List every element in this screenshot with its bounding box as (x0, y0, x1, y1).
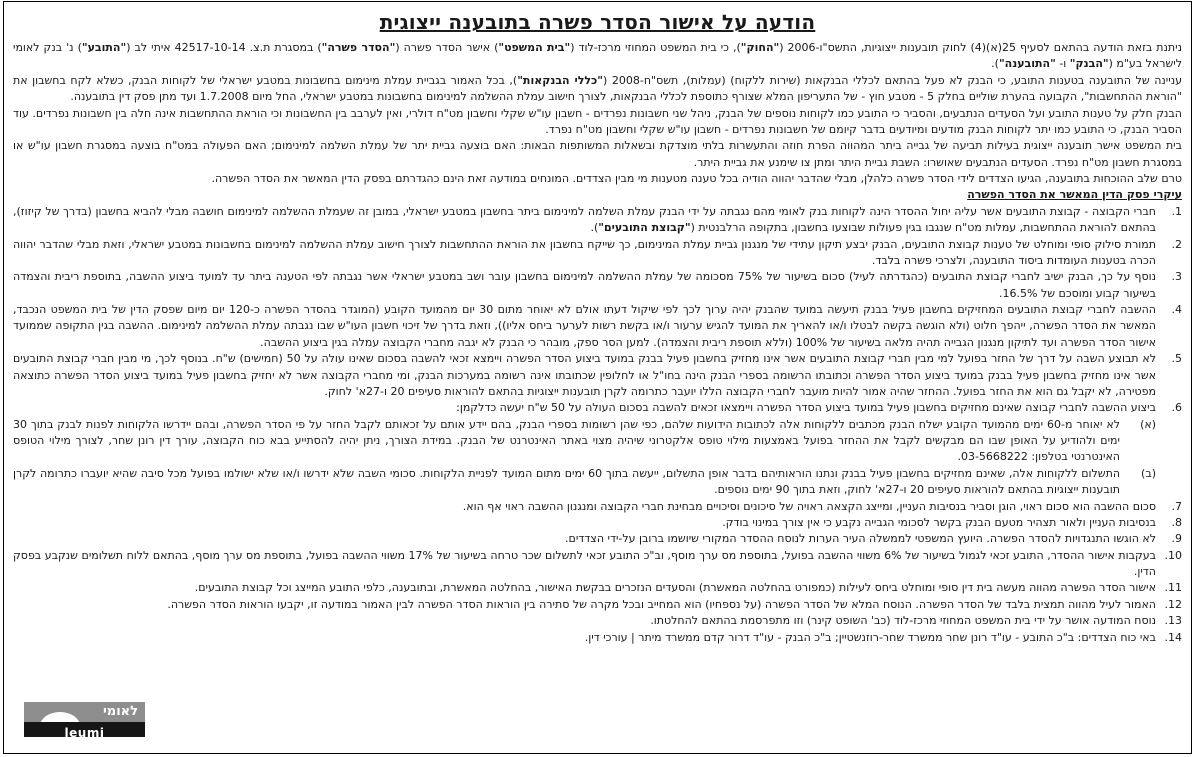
item-text: האמור לעיל מהווה תמצית בלבד של הסדר הפשרה. הנוסח המלא של הסדר הפשרה (על נספחיו) הוא המחייב ובכל מקרה של סתירה בין הוראות הסדר הפשרה לבין האמור במודעה זו, יקבעו הוראות הסדר הפשרה. (167, 597, 1156, 611)
item-number: 3. (1171, 270, 1182, 284)
list-item-11 (13, 580, 1182, 596)
logo-latin-wordmark: leumi (64, 726, 105, 740)
list-item-9 (13, 531, 1182, 547)
item-number: 8. (1171, 515, 1182, 529)
list-item-13 (13, 613, 1182, 629)
intro-paragraph-3: הבנק חלק על טענות התובע ועל הסעדים הנתבעים, והסביר כי התובע כמו לקוחות נוספים של הבנק, ניהל שני חשבונות נפרדים - חשבון עו"ש שקלי וחשבון מט"ח דולרי, ואין לערבב בין החשבונות וכי הוראת ההתחשבות אינה חלה בין חשבונות נפרדים. עוד הסביר הבנק, כי התובע כמו יתר לקוחות הבנק מודעים ומיודעים בדבר קיומם של חשבונות נפרדים - חשבון עו"ש שקלי וחשבון מט"ח נפרד. (13, 106, 1182, 136)
item-number: 6. (1171, 401, 1182, 415)
page-title: הודעה על אישור הסדר פשרה בתובענה ייצוגית (379, 10, 816, 34)
intro-paragraph-1: ניתנת בזאת הודעה בהתאם לסעיף 25(א)(4) לחוק תובענות ייצוגיות, התשס"ו-2006 ("החוק"), כי בית המשפט המחוזי מרכז-לוד ("בית המשפט") אישר הסדר פשרה ("הסדר פשרה") במסגרת ת.צ. 42517-10-14 איתי לב ("התובע") נ' בנק לאומי לישראל בע"מ ("הבנק" ו- "התובענה"). (13, 41, 1182, 71)
item-content (13, 400, 1156, 498)
subitem-text: התשלום ללקוחות אלה, שאינם מחזיקים בחשבון פעיל בבנק ונתנו הוראותיהם בדבר אופן התשלום, ייעשה בתוך 60 ימים מתום המועד לפניית הלקוחות. סכומי השבה שלא ידרשו ו/או שלא ישולמו בפועל מכל סיבה שהיא יועברו כתרומה לקרן תובענות ייצוגיות בהתאם להוראות סעיפים 20 ו-27א' לחוק, וזאת בתוך 90 ימים נוספים. (13, 466, 1120, 497)
item-number: 14. (1164, 630, 1182, 644)
item-number: 2. (1171, 237, 1182, 251)
item-text: בנסיבות העניין ולאור תצהיר מטעם הבנק בקשר לסכומי הגבייה נקבע כי אין צורך במינוי בודק. (722, 515, 1156, 529)
item-text: לא תבוצע השבה על דרך של החזר בפועל למי מבין חברי קבוצת התובעים אשר אינו מחזיק בחשבון פעיל בבנק במועד ביצוע הסדר הפשרה ויימצא זכאי להשבה בסכום שאינו עולה על 50 (חמישים) ש"ח. בנוסף לכך, מי מבין חברי קבוצת התובעים אשר אינו מחזיק בחשבון פעיל בבנק במועד ביצוע הסדר הפשרה וכתובתו הרשומה בספרי הבנק הינה בחו"ל או לחלופין שכתובתו אינה רשומה במערכות הבנק, ומי מחברי הקבוצה אשר לא יחזיק בחשבון פעיל במועד ביצוע הסדר הפשרה כתוצאה מפטירה, לא יקבל גם הוא את החזר בפועל. ההחזר שהיה אמור להיות מועבר לחברי הקבוצה הללו יועבר כתרומה לקרן תובענות ייצוגיות בהתאם להוראות סעיפים 20 ו-27א' לחוק. (13, 352, 1156, 398)
item-text: נוסח המודעה אושר על ידי בית המשפט המחוזי מרכז-לוד (כב' השופט קינר) וזו מתפרסמת בהתאם להחלטתו. (650, 614, 1156, 628)
item-text: נוסף על כך, הבנק ישיב לחברי קבוצת התובעים (כהגדרתה לעיל) סכום בשיעור של 75% מסכומה של עמלת ההשלמה למינימום בחשבון עובר ושב במטבע ישראלי אשר נגבתה לפי הטענה ביתר עד למועד ביצוע ההשבה, בתוספת ריבית והצמדה בשיעור קבוע ומוסכם של 16.5%. (13, 270, 1156, 300)
list-item-14 (13, 630, 1182, 646)
item-text: באי כוח הצדדים: ב"כ התובע - עו"ד רונן שחר ממשרד שחר-רוזנשטיין; ב"כ הבנק - עו"ד דרור קדם ממשרד מיתר | עורכי דין. (584, 630, 1156, 644)
subitem-marker: (ב) (1141, 466, 1156, 480)
item-text: ביצוע ההשבה לחברי קבוצה שאינם מחזיקים בחשבון פעיל במועד ביצוע הסדר הפשרה ויימצאו זכאים להשבה בסכום העולה על 50 ש"ח יעשה כדלקמן: (456, 401, 1156, 415)
item-number: 10. (1164, 548, 1182, 562)
logo-hill-shape (40, 712, 80, 722)
item-text: ההשבה לחברי קבוצת התובעים המחזיקים בחשבון פעיל בבנק תיעשה במועד שהבנק יהיה ערוך לכך לפי שיקול דעתו אולם לא יאוחר מתום 30 יום מהמועד הקובע (המוגדר בהסדר הפשרה כ-120 יום מיום שפסק הדין של בית המשפט הנכבד, המאשר את הסדר הפשרה, ייהפך חלוט (ולא הוגשה בקשה לבטלו ו/או להאריך את המועד להגיש ערעור ו/או בקשת רשות לערער ביחס אליו)), וזאת בדרך של זיכוי חשבון העו"ש שבו נגבתה עמלת ההשלמה למינימום. ההשבה בגין התקופה שממועד אישור הסדר הפשרה ועד לתיקון מנגנון הגבייה תהיה מלאה בשיעור של 100% (וללא תוספת ריבית והצמדה). למען הסר ספק, מובהר כי הבנק לא יגבה מחברי הקבוצה עמלה בגין ביצוע ההשבה. (13, 303, 1156, 349)
subitem-marker: (א) (1140, 417, 1156, 431)
item-number: 5. (1171, 352, 1182, 366)
list-subitem-a (13, 417, 1156, 466)
item-number: 9. (1171, 532, 1182, 546)
item-number: 12. (1164, 597, 1182, 611)
logo-hebrew-wordmark: לאומי (102, 704, 138, 719)
item-text: תמורת סילוק סופי ומוחלט של טענות קבוצת התובעים, הבנק יבצע תיקון עתידי של מנגנון גביית עמלת המינימום, כך שייקח בחשבון את הוראת ההתחשבות לצורך חישוב עמלת ההשלמה למינימום בחשבונות במטבע ישראלי, וזאת מבלי שהדבר יהווה הכרה בטענות העומדות ביסוד התובענה, ולצרכי פשרה בלבד. (13, 237, 1156, 267)
item-text: סכום ההשבה הוא סכום ראוי, הוגן וסביר בנסיבות העניין, ומייצג הקצאה ראויה של סיכונים וסיכויים מבחינת חברי הקבוצה ומנגנון ההשבה ראוי אף הוא. (462, 499, 1156, 513)
item-text: בעקבות אישור ההסדר, התובע זכאי לגמול בשיעור של 6% משווי ההשבה בפועל, בתוספת מס ערך מוסף, וב"כ התובע זכאי לתשלום שכר טרחה בשיעור של 17% משווי ההשבה בפועל, בתוספת מס ערך מוסף, בהתאם ללוח תשלומים שנקבע בפסק הדין. (13, 548, 1156, 578)
item-text: לא הוגשו התנגדויות להסדר הפשרה. היועץ המשפטי לממשלה העיר הערות לנוסח ההסדר המקורי שיושמו ברובן על-ידי הצדדים. (565, 532, 1156, 546)
list-subitem-b (13, 466, 1156, 499)
item-number: 4. (1171, 303, 1182, 316)
notice-body (13, 40, 1182, 646)
list-item-10 (13, 548, 1182, 581)
list-item-12 (13, 597, 1182, 613)
item-number: 11. (1164, 581, 1182, 595)
item-text: חברי הקבוצה - קבוצת התובעים אשר עליה יחול ההסדר הינה לקוחות בנק לאומי מהם נגבתה על ידי הבנק עמלת השלמה למינימום ביתר בחשבון במטבע ישראלי, במובן זה שעמלת ההשלמה למינימום חושבה מבלי להביא בחשבון (בדרך של קיזוז), בהתאם להוראת ההתחשבות, עמלות מט"ח שנגבו בגין פעולות שבוצעו בחשבון, בתקופה הרלבנטית ("קבוצת התובעים"). (13, 204, 1156, 235)
leumi-logo (24, 702, 145, 740)
intro-paragraph-4: בית המשפט אישר תובענה ייצוגית בעילות תביעה של גבייה ביתר המהווה הפרת חוזה והתעשרות בלתי מוצדקת ובשאלות המשותפות הבאות: האם בוצעה גביית יתר של עמלת השלמה למינימום; האם הפעולה במט"ח בוצעה במסגרת חשבון עו"ש או במסגרת חשבון מט"ח נפרד. הסעדים הנתבעים שאושרו: השבת גביית היתר ומתן צו שימנע את גביית היתר. (13, 139, 1182, 169)
item-number: 1. (1171, 204, 1182, 218)
section-heading: עיקרי פסק הדין המאשר את הסדר הפשרה (967, 188, 1182, 202)
intro-paragraph-5: טרם שלב ההוכחות בתובענה, הגיעו הצדדים לידי הסדר פשרה כלהלן, מבלי שהדבר יהווה הודיה בכל טענה מטענות מי מבין הצדדים. המונחים במודעה זאת הינם כהגדרתם בפסק הדין המאשר את הסדר הפשרה. (211, 172, 1182, 185)
list-item-8 (13, 515, 1182, 531)
logo-gray-band (24, 702, 145, 722)
list-item-7 (13, 499, 1182, 515)
subitem-text: לא יאוחר מ-60 ימים מהמועד הקובע ישלח הבנק מכתבים ללקוחות אלה לכתובות הידועות שלהם, כפי שהן רשומות בספרי הבנק, בהם יידע אותם על זכאותם לקבל החזר על פי הסדר הפשרה, ובהם יידרשו הלקוחות לפנות לבנק בתוך 30 ימים ולהודיע על האופן שבו הם מבקשים לקבל את ההחזר בפועל באמצעות מילוי טופס אלקטרוני שיהיה מצוי באתר האינטרנט של הבנק. במידת הצורך, ניתן יהיה להסתייע בבא כוח הקבוצה, עורך דין רונן שחר, לצורך מילוי הטופס האינטרנטי בטלפון: 03-5668222. (13, 417, 1120, 464)
list-item-3 (13, 269, 1182, 302)
logo-black-band (24, 722, 145, 740)
list-item-5 (13, 351, 1182, 400)
item-number: 13. (1164, 614, 1182, 628)
notice-page (3, 1, 1192, 754)
intro-paragraph-2: עניינה של התובענה בטענות התובע, כי הבנק לא פעל בהתאם לכללי הבנקאות (שירות ללקוח) (עמלות), תשס"ח-2008 ("כללי הבנקאות"), בכל האמור בגביית עמלת מינימום בחשבונות במטבע ישראלי של לקוחות הבנק, כשלא לקח בחשבון את "הוראת ההתחשבות", הקבועה בהערת שוליים בחלק 5 - מטבע חוץ - של התעריפון המלא שצורף כתוספת לכללי הבנקאות, לצורך חישוב עמלת ההשלמה למינימום בחשבונות במטבע ישראלי, החל מיום 1.7.2008 ועד מתן פסק דין בתובענה. (13, 73, 1183, 104)
list-item-6 (13, 400, 1182, 498)
list-item-2 (13, 237, 1182, 270)
list-item-1 (13, 204, 1182, 237)
item-text: אישור הסדר הפשרה מהווה מעשה בית דין סופי ומוחלט ביחס לעילות (כמפורט בהחלטה המאשרת) והסעדים הנזכרים בבקשת האישור, בהחלטה המאשרת, ובתובענה, כלפי התובע המייצג וכל קבוצת התובעים. (194, 581, 1156, 595)
list-item-4 (13, 302, 1182, 351)
item-number: 7. (1171, 499, 1182, 513)
